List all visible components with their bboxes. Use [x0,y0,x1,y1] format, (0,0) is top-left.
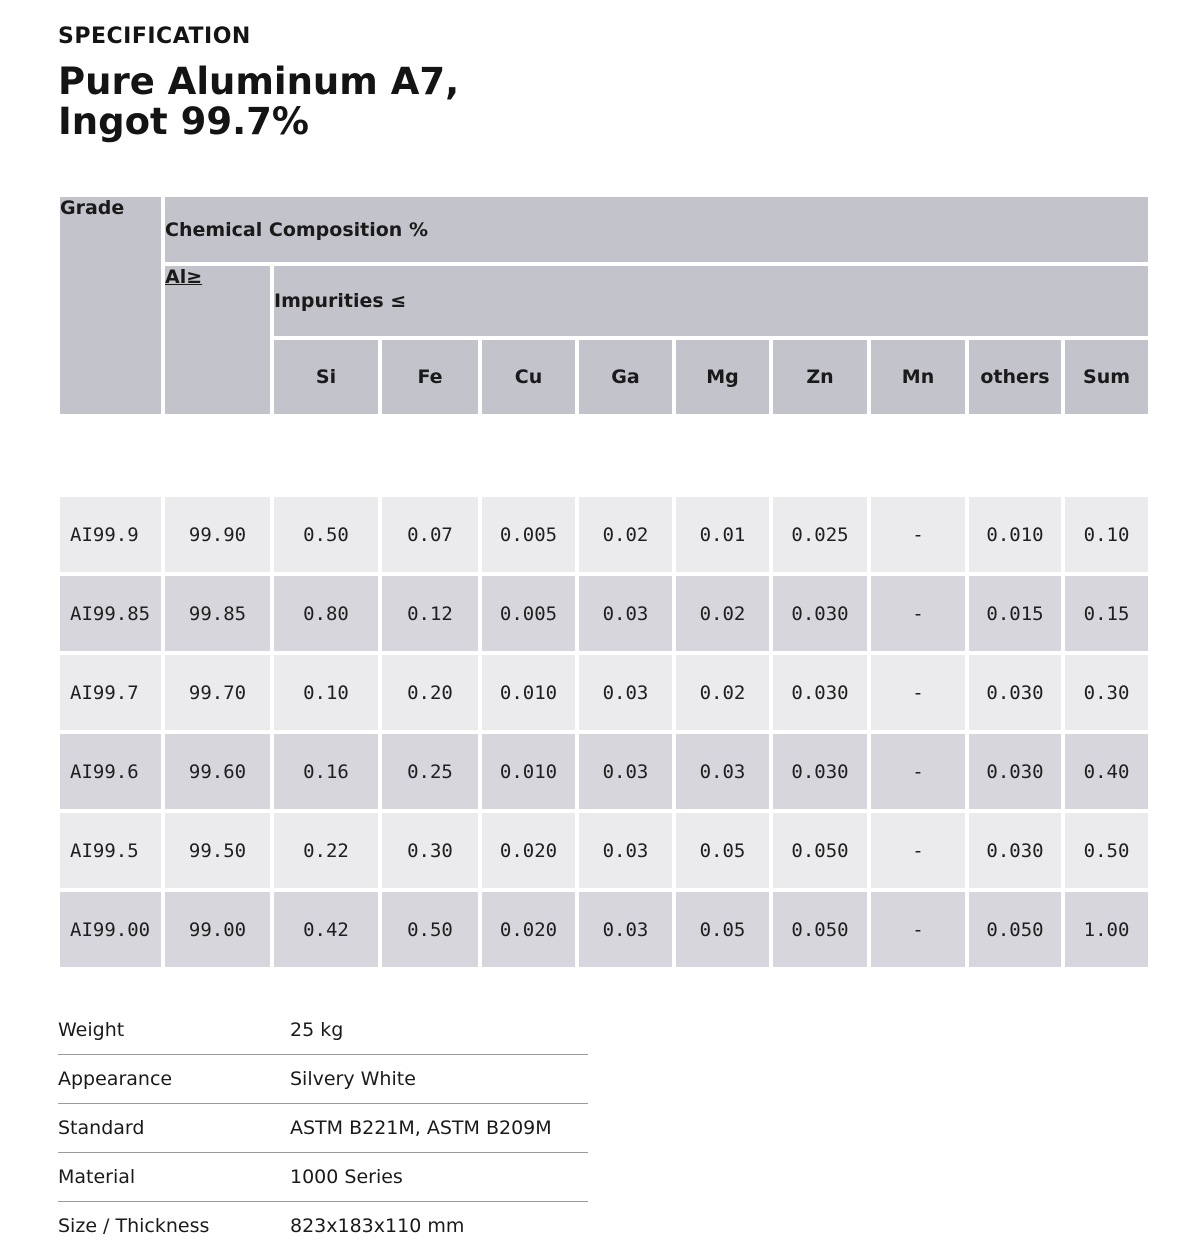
property-row [58,1055,588,1104]
element-header-zn: Zn [773,340,867,414]
element-header-others: others [969,340,1061,414]
value-cell: 1.00 [1065,892,1148,967]
value-cell: 0.03 [579,892,672,967]
value-cell: 0.030 [773,734,867,809]
page-title-line-1: Pure Aluminum A7, [58,60,460,103]
value-cell: 0.16 [274,734,378,809]
value-cell: 0.03 [579,655,672,730]
value-cell: 0.50 [274,497,378,572]
table-header [60,197,1148,414]
composition-header: Chemical Composition % [165,197,1148,262]
value-cell: - [871,497,965,572]
value-cell: 0.015 [969,576,1061,651]
element-header-mg: Mg [676,340,769,414]
property-row [58,1104,588,1153]
element-header-mn: Mn [871,340,965,414]
value-cell: 0.050 [773,813,867,888]
value-cell: 0.15 [1065,576,1148,651]
property-row [58,1153,588,1202]
value-cell: 0.25 [382,734,478,809]
property-label: Material [58,1166,136,1188]
header-gap [60,418,1148,493]
element-header-ga: Ga [579,340,672,414]
value-cell: 0.03 [676,734,769,809]
value-cell: 0.005 [482,576,575,651]
property-row [58,1006,588,1055]
property-value: Silvery White [290,1068,416,1090]
table-body [60,418,1148,967]
property-value: 1000 Series [290,1166,403,1188]
value-cell: 99.00 [165,892,270,967]
property-label: Size / Thickness [58,1215,210,1237]
value-cell: 0.010 [969,497,1061,572]
value-cell: 0.030 [969,655,1061,730]
table-row [60,655,1148,730]
table-row [60,576,1148,651]
value-cell: - [871,813,965,888]
value-cell: - [871,892,965,967]
value-cell: 0.10 [1065,497,1148,572]
value-cell: 0.030 [969,813,1061,888]
value-cell: 0.005 [482,497,575,572]
value-cell: 0.030 [773,655,867,730]
property-label: Weight [58,1019,125,1041]
table-row [60,813,1148,888]
grade-cell: AI99.5 [60,813,161,888]
value-cell: 0.50 [382,892,478,967]
value-cell: 99.50 [165,813,270,888]
property-row [58,1202,588,1250]
grade-cell: AI99.85 [60,576,161,651]
value-cell: 0.020 [482,813,575,888]
value-cell: 0.80 [274,576,378,651]
value-cell: 0.01 [676,497,769,572]
element-header-si: Si [274,340,378,414]
grade-header: Grade [60,197,161,414]
value-cell: 0.030 [969,734,1061,809]
value-cell: 0.30 [1065,655,1148,730]
property-label: Standard [58,1117,145,1139]
value-cell: 99.60 [165,734,270,809]
value-cell: 0.05 [676,892,769,967]
value-cell: 0.025 [773,497,867,572]
value-cell: 0.12 [382,576,478,651]
value-cell: - [871,576,965,651]
value-cell: - [871,734,965,809]
al-header-label: Al≥ [165,266,203,288]
value-cell: 0.010 [482,655,575,730]
grade-cell: AI99.00 [60,892,161,967]
value-cell: 0.05 [676,813,769,888]
property-value: 25 kg [290,1019,344,1041]
value-cell: 0.22 [274,813,378,888]
grade-cell: AI99.6 [60,734,161,809]
value-cell: 0.030 [773,576,867,651]
table-row [60,892,1148,967]
section-label: SPECIFICATION [58,24,251,49]
page-title-line-2: Ingot 99.7% [58,100,309,143]
value-cell: 0.20 [382,655,478,730]
element-header-fe: Fe [382,340,478,414]
value-cell: 0.07 [382,497,478,572]
value-cell: - [871,655,965,730]
grade-cell: AI99.9 [60,497,161,572]
composition-table [56,193,1152,971]
grade-cell: AI99.7 [60,655,161,730]
header-gap-cell [60,418,1148,493]
value-cell: 0.03 [579,576,672,651]
value-cell: 0.03 [579,813,672,888]
value-cell: 0.02 [579,497,672,572]
value-cell: 0.40 [1065,734,1148,809]
value-cell: 0.30 [382,813,478,888]
property-value: ASTM B221M, ASTM B209M [290,1117,552,1139]
value-cell: 0.020 [482,892,575,967]
al-header [165,266,270,414]
value-cell: 0.050 [773,892,867,967]
element-header-sum: Sum [1065,340,1148,414]
value-cell: 0.02 [676,576,769,651]
property-label: Appearance [58,1068,173,1090]
properties-list [58,1006,588,1250]
value-cell: 0.10 [274,655,378,730]
value-cell: 99.85 [165,576,270,651]
table-row [60,497,1148,572]
value-cell: 0.03 [579,734,672,809]
table-row [60,734,1148,809]
value-cell: 99.70 [165,655,270,730]
value-cell: 99.90 [165,497,270,572]
impurities-header: Impurities ≤ [274,266,1148,336]
value-cell: 0.50 [1065,813,1148,888]
page-title [58,62,658,142]
value-cell: 0.42 [274,892,378,967]
value-cell: 0.02 [676,655,769,730]
element-header-cu: Cu [482,340,575,414]
property-value: 823x183x110 mm [290,1215,465,1237]
value-cell: 0.010 [482,734,575,809]
value-cell: 0.050 [969,892,1061,967]
